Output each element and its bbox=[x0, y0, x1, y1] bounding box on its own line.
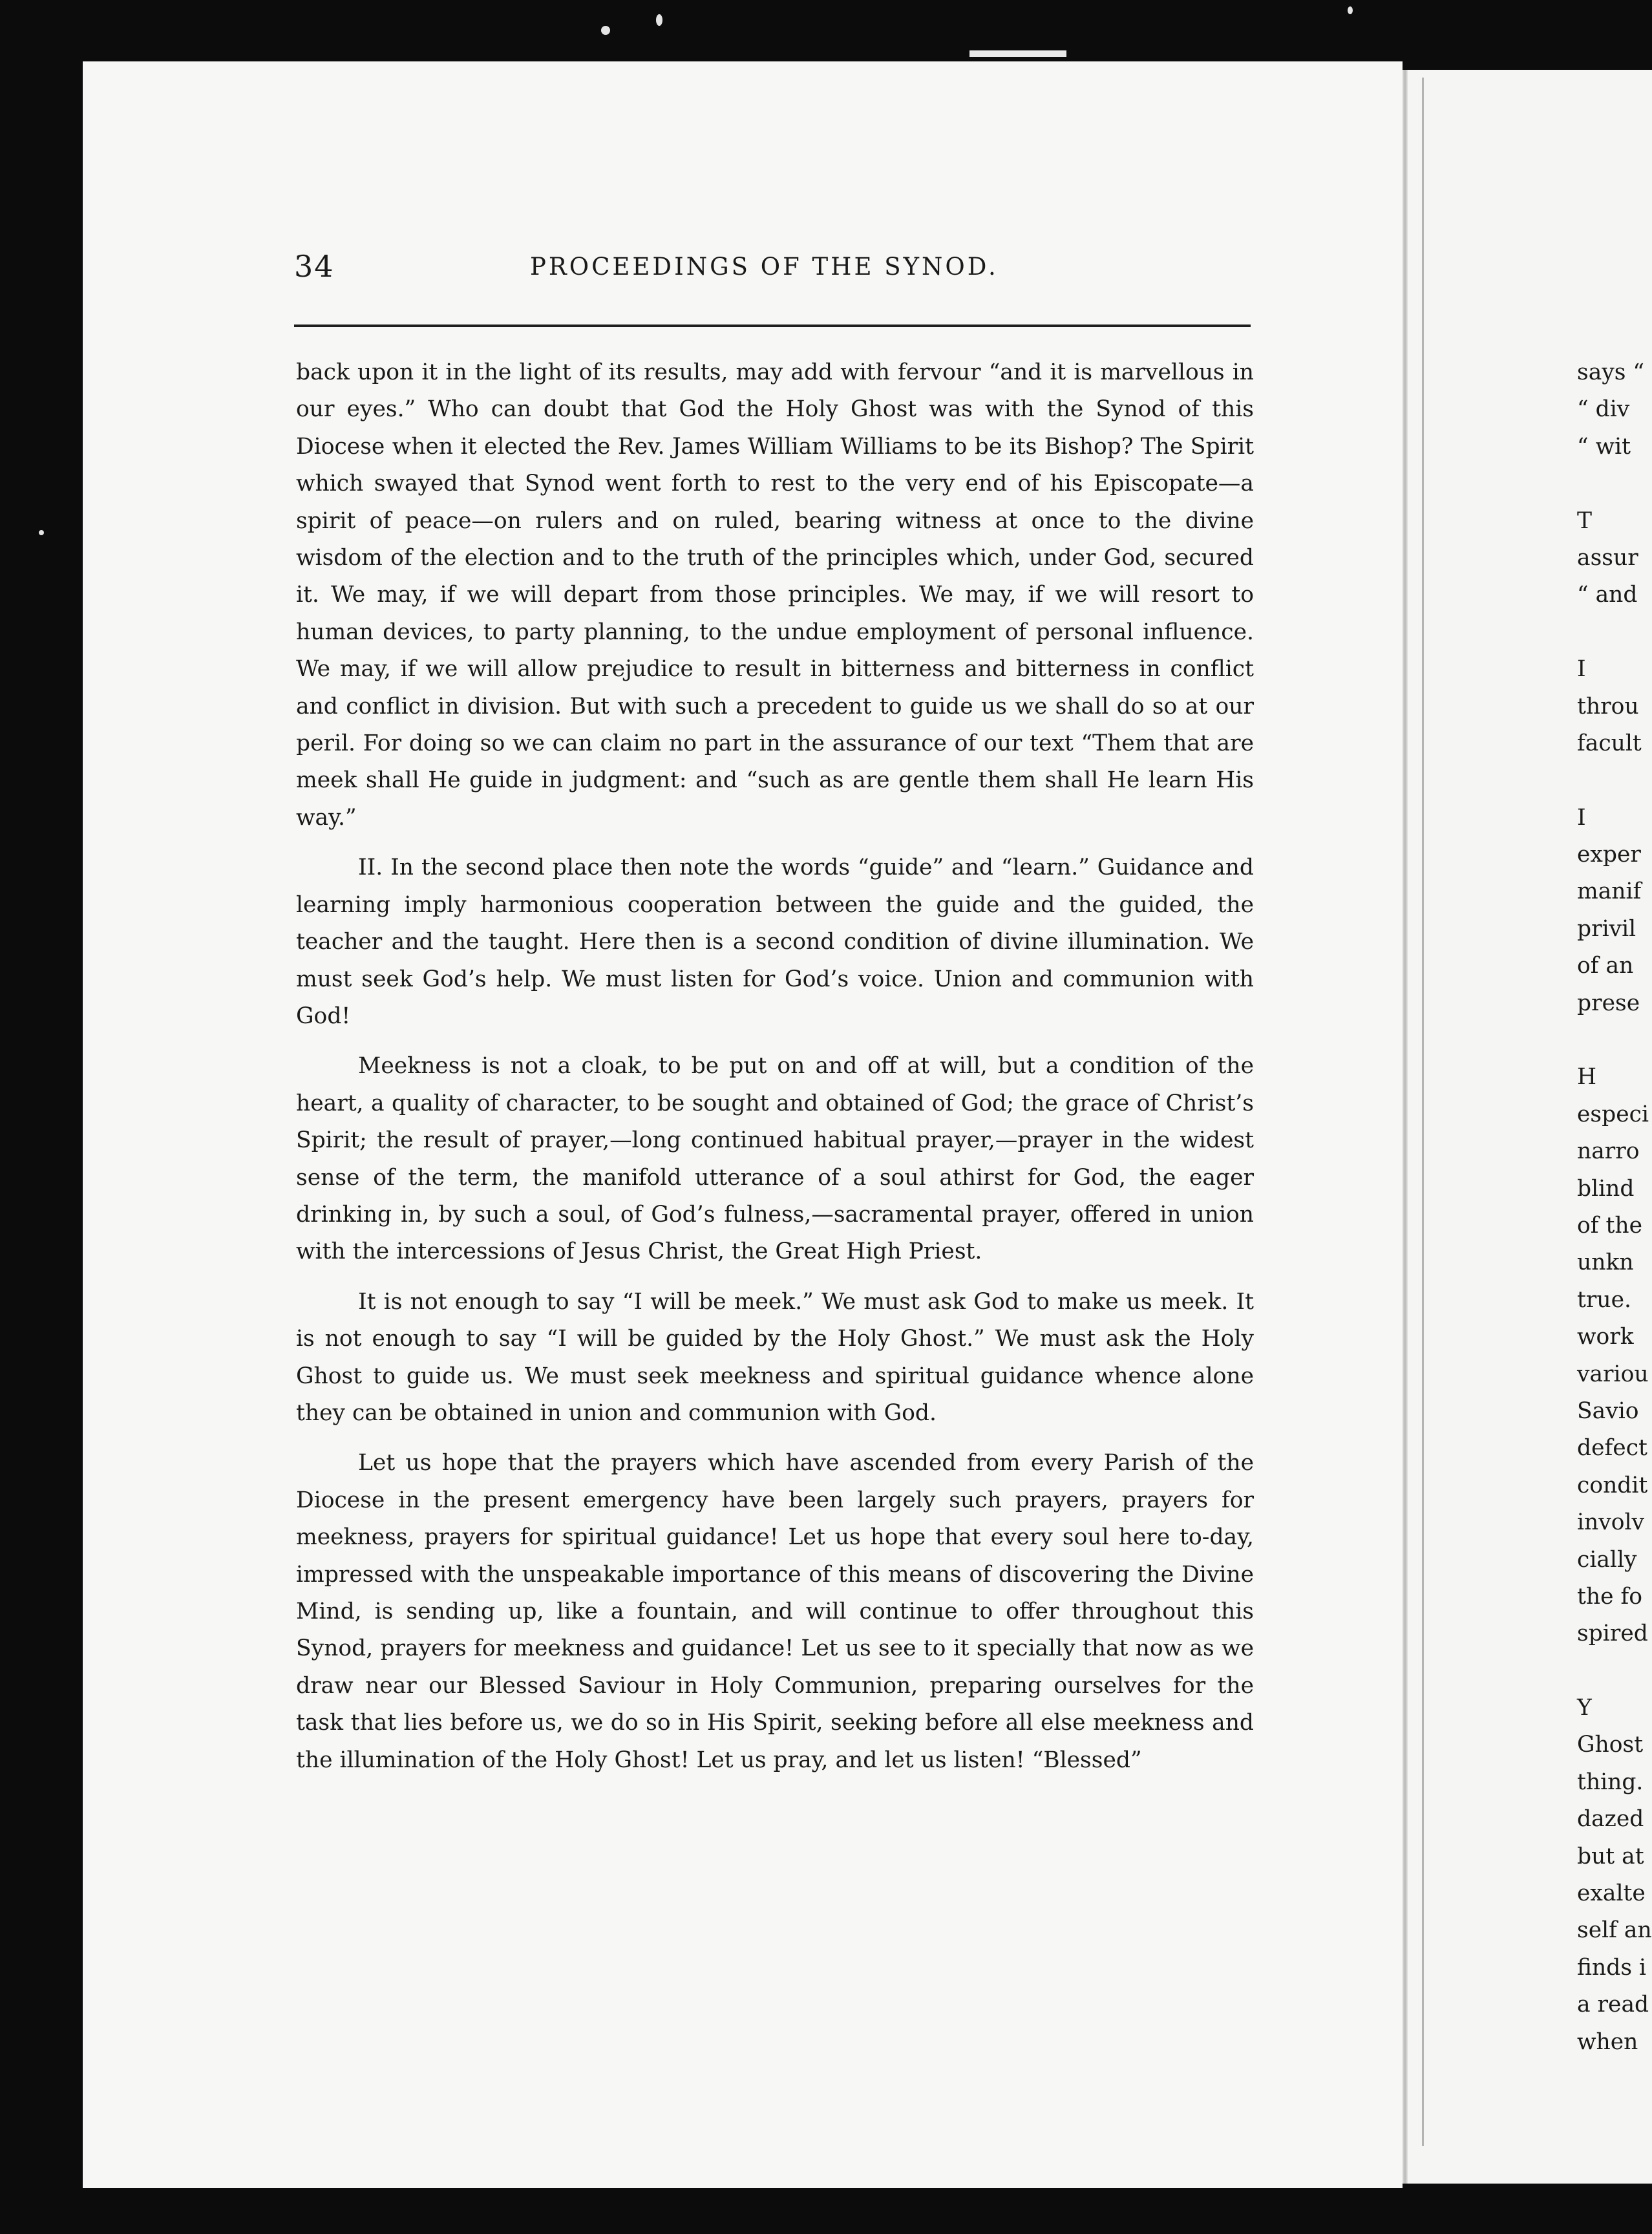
facing-page-line: “ div bbox=[1577, 396, 1630, 423]
paragraph: Let us hope that the prayers which have ascended from every Parish of the Diocese in the present emergency have been largely such prayers, prayers for meekness, prayers for spiritual guidance! Let us hope that every soul here to-day, impressed with the unspeakable importance of this means of discovering the Divine Mind, is sending up, like a fountain, and will continue to offer throughout this Synod, prayers for meekness and guidance! Let us see to it specially that now as we draw near our Blessed Saviour in Holy Communion, preparing ourselves for the task that lies before us, we do so in His Spirit, seeking before all else meekness and the illumination of the Holy Ghost! Let us pray, and let us listen! “Blessed” bbox=[296, 1450, 1254, 1773]
facing-page-line: cially bbox=[1577, 1546, 1637, 1573]
scan-speck bbox=[39, 530, 44, 535]
facing-page-line: defect bbox=[1577, 1435, 1647, 1462]
scan-speck bbox=[1348, 6, 1353, 14]
facing-page-line bbox=[1577, 1022, 1652, 1059]
facing-page-line: exalte bbox=[1577, 1880, 1646, 1907]
facing-page-line: “ wit bbox=[1577, 433, 1631, 460]
facing-page-line: dazed bbox=[1577, 1806, 1644, 1833]
facing-page-text bbox=[1577, 354, 1652, 2061]
facing-page-line: Y bbox=[1577, 1695, 1592, 1721]
facing-page-line: H bbox=[1577, 1064, 1597, 1090]
facing-page-line: privil bbox=[1577, 915, 1636, 942]
facing-page-line: the fo bbox=[1577, 1583, 1643, 1610]
facing-page-line: of the bbox=[1577, 1212, 1643, 1239]
page-number: 34 bbox=[294, 249, 335, 284]
facing-page-line: when bbox=[1577, 2028, 1638, 2055]
gutter-line bbox=[1422, 78, 1424, 2146]
facing-page-line: Savio bbox=[1577, 1398, 1639, 1424]
facing-page-line: says “ bbox=[1577, 359, 1645, 385]
facing-page-line: throu bbox=[1577, 693, 1639, 719]
facing-page-line: prese bbox=[1577, 990, 1640, 1016]
facing-page-line: involv bbox=[1577, 1509, 1645, 1536]
facing-page-line: especi bbox=[1577, 1101, 1649, 1127]
facing-page-line: I bbox=[1577, 656, 1586, 683]
facing-page-line bbox=[1577, 465, 1652, 502]
facing-page-line: work bbox=[1577, 1324, 1634, 1350]
running-head-title: PROCEEDINGS OF THE SYNOD. bbox=[530, 253, 999, 281]
scan-edge-mark bbox=[969, 50, 1066, 57]
facing-page-line: thing. bbox=[1577, 1769, 1644, 1795]
facing-page-line: a read bbox=[1577, 1992, 1649, 2018]
book-gutter bbox=[1403, 70, 1408, 2184]
paragraph: II. In the second place then note the words “guide” and “learn.” Guidance and learning imply harmonious cooperation between the guide and the guided, the teacher and the taught. Here then is a second condition of divine illumination. We must seek God’s help. We must listen for God’s voice. Union and communion with God! bbox=[296, 855, 1254, 1029]
page-body bbox=[296, 354, 1254, 1779]
facing-page-line: but at bbox=[1577, 1843, 1644, 1869]
facing-page-line: variou bbox=[1577, 1361, 1649, 1387]
facing-page-line: condit bbox=[1577, 1472, 1648, 1498]
facing-page-line: manif bbox=[1577, 878, 1642, 905]
scan-speck bbox=[601, 26, 610, 35]
facing-page-line: finds i bbox=[1577, 1954, 1647, 1981]
facing-page-line bbox=[1577, 614, 1652, 651]
facing-page-line: self an bbox=[1577, 1917, 1652, 1944]
facing-page-line bbox=[1577, 762, 1652, 799]
facing-page-line: unkn bbox=[1577, 1250, 1634, 1276]
facing-page-line: I bbox=[1577, 804, 1586, 831]
paragraph: back upon it in the light of its results, may add with fervour “and it is marvellous in our eyes.” Who can doubt that God the Holy Ghost was with the Synod of this Diocese when it elected the Rev. James William Williams to be its Bishop? The Spirit which swayed that Synod went forth to rest to the very end of his Episcopate—a spirit of peace—on rulers and on ruled, bearing witness at once to the divine wisdom of the election and to the truth of the principles which, under God, secured it. We may, if we will depart from those principles. We may, if we will resort to human devices, to party planning, to the undue employment of personal influence. We may, if we will allow prejudice to result in bitterness and bitterness in conflict and conflict in division. But with such a precedent to guide us we shall do so at our peril. For doing so we can claim no part in the assurance of our text “Them that are meek shall He guide in judgment: and “such as are gentle them shall He learn His way.” bbox=[296, 359, 1254, 831]
facing-page-line: blind bbox=[1577, 1175, 1635, 1202]
facing-page-line: “ and bbox=[1577, 582, 1638, 608]
facing-page-line: assur bbox=[1577, 544, 1638, 571]
facing-page-line: Ghost bbox=[1577, 1732, 1644, 1758]
facing-page-line: of an bbox=[1577, 953, 1634, 979]
scan-speck bbox=[656, 14, 662, 26]
facing-page-line: T bbox=[1577, 507, 1593, 534]
facing-page-line: exper bbox=[1577, 842, 1641, 868]
facing-page-line: facult bbox=[1577, 730, 1642, 756]
facing-page-line: narro bbox=[1577, 1138, 1640, 1165]
facing-page-line: true. bbox=[1577, 1286, 1631, 1313]
paragraph: Meekness is not a cloak, to be put on and off at will, but a condition of the heart, a quality of character, to be sought and obtained of God; the grace of Christ’s Spirit; the result of prayer,—long continued habitual prayer,—prayer in the widest sense of the term, the manifold utterance of a soul athirst for God, the eager drinking in, by such a soul, of God’s fulness,—sacramental prayer, offered in union with the intercessions of Jesus Christ, the Great High Priest. bbox=[296, 1053, 1254, 1265]
facing-page-line bbox=[1577, 1653, 1652, 1690]
facing-page-line: spired bbox=[1577, 1621, 1648, 1647]
header-rule bbox=[294, 324, 1251, 327]
running-head bbox=[294, 249, 1251, 288]
paragraph: It is not enough to say “I will be meek.” We must ask God to make us meek. It is not enough to say “I will be guided by the Holy Ghost.” We must ask the Holy Ghost to guide us. We must seek meekness and spiritual guidance whence alone they can be obtained in union and communion with God. bbox=[296, 1288, 1254, 1426]
